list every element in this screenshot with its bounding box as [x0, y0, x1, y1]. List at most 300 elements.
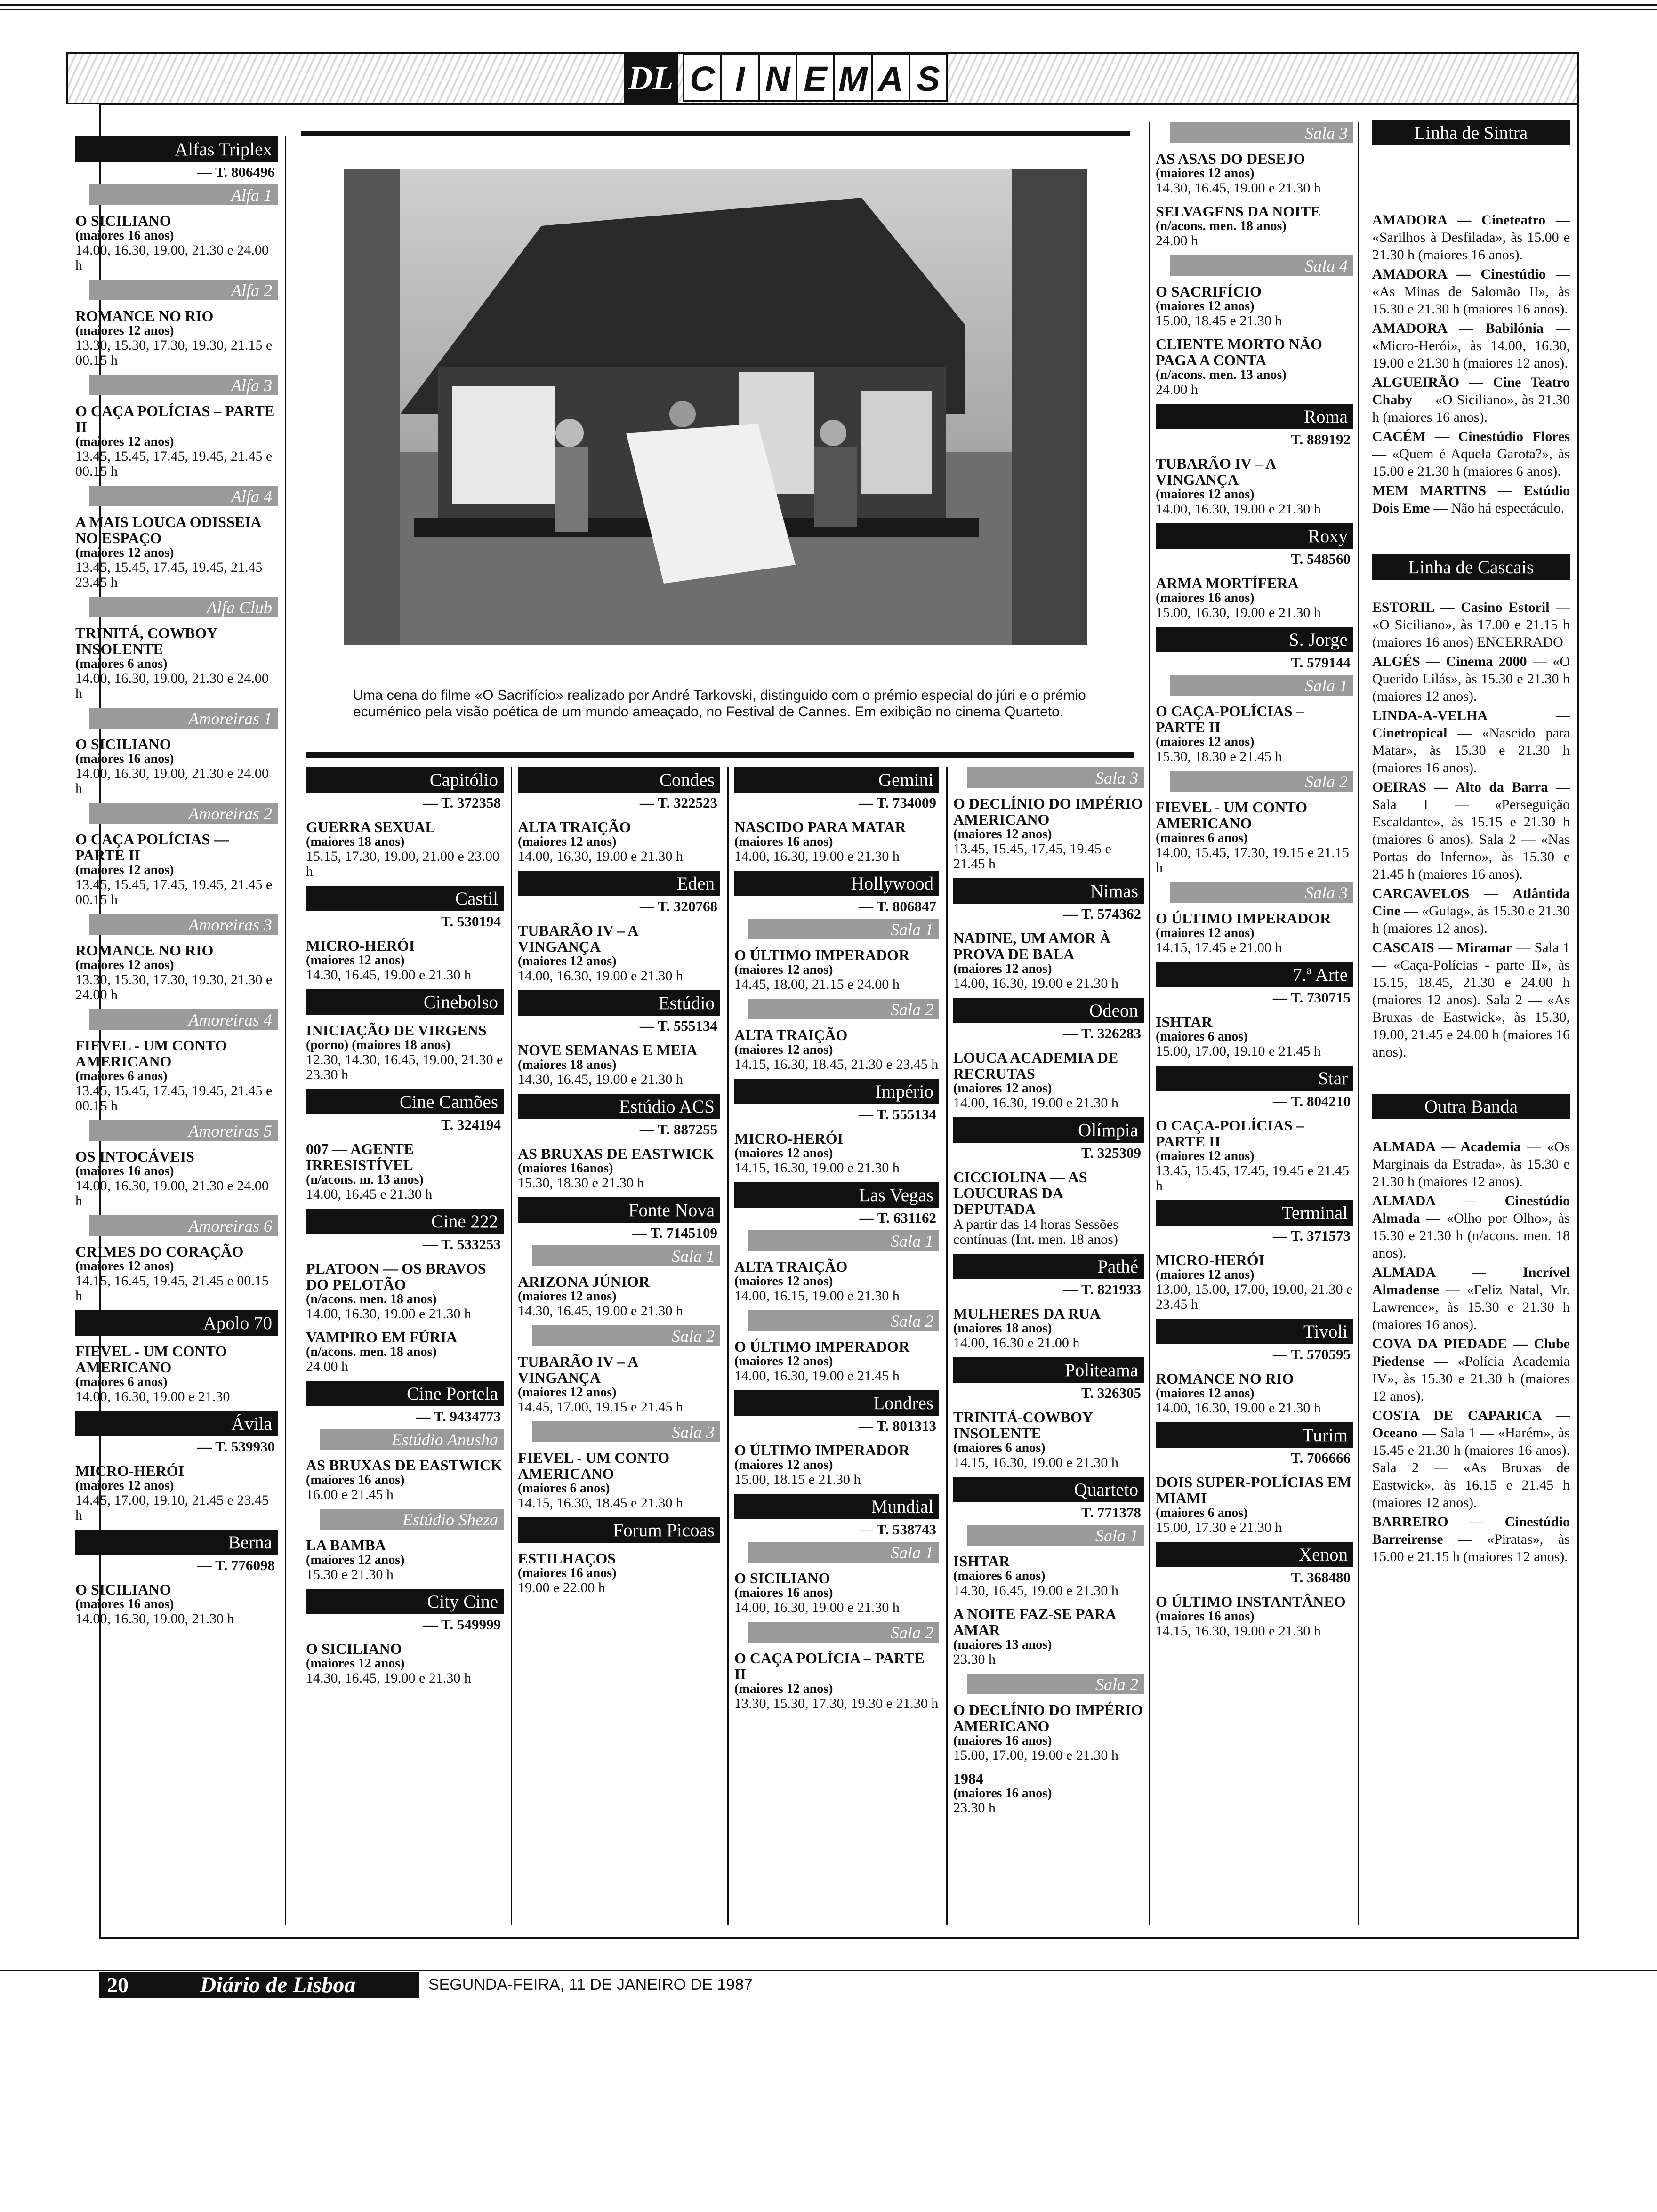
film-title: TRINITÁ, COWBOY INSOLENTE [75, 625, 217, 657]
header-letter: I [720, 53, 760, 102]
regional-listing [1372, 1138, 1570, 1190]
regional-listing [1372, 1335, 1570, 1405]
cinema-phone: — T. 734009 [858, 794, 936, 811]
regional-listing [1372, 1513, 1570, 1565]
cinema-name-bar: Fonte Nova [518, 1197, 720, 1223]
showtimes: 14.15, 16.30, 19.00 e 21.30 h [1156, 1623, 1321, 1639]
film-title: ALTA TRAIÇÃO [734, 1258, 848, 1275]
film-entry [953, 1306, 1144, 1351]
age-rating: (maiores 16 anos) [1156, 1609, 1255, 1624]
age-rating: (maiores 12 anos) [734, 1354, 833, 1369]
showtimes: 14.00, 16.30, 19.00, 21.30 e 24.00 h [75, 1178, 269, 1209]
film-title: MICRO-HERÓI [306, 937, 415, 954]
regional-listing [1372, 707, 1570, 777]
cinema-name-bar: Hollywood [734, 871, 939, 896]
col-sep-1 [285, 136, 286, 1925]
cinema-phone: T. 530194 [441, 913, 501, 930]
linha-sintra-heading: Linha de Sintra [1372, 120, 1570, 145]
screen-label: Sala 2 [1170, 771, 1353, 792]
age-rating: (maiores 12 anos) [75, 958, 174, 972]
film-title: LOUCA ACADEMIA DE RECRUTAS [953, 1049, 1118, 1082]
film-title: O DECLÍNIO DO IMPÉRIO AMERICANO [953, 1701, 1143, 1734]
film-entry [75, 1581, 278, 1627]
film-title: FIEVEL - UM CONTO AMERICANO [518, 1449, 670, 1482]
regional-listing [1372, 428, 1570, 480]
regional-venue: ALMADA — Cinestúdio Almada [1372, 1193, 1570, 1226]
film-title: NADINE, UM AMOR À PROVA DE BALA [953, 930, 1111, 962]
film-title: O SACRIFÍCIO [1156, 283, 1262, 300]
age-rating: (maiores 12 anos) [734, 962, 833, 977]
showtimes: 15.15, 17.30, 19.00, 21.00 e 23.00 h [306, 849, 499, 879]
cinema-phone: T. 771378 [1081, 1504, 1141, 1521]
film-entry [734, 1130, 939, 1176]
regional-details: — Sala 1 — «Perseguição Escaldante», às 15.15 e 21.30 h (maiores 6 anos). Sala 2 — «Nas Portas do Inferno», às 15.30 e 21.45 h (maiores 16 anos). [1372, 779, 1570, 882]
header-letter: N [758, 53, 797, 102]
film-entry [75, 514, 278, 590]
regional-venue: MEM MARTINS — Estúdio Dois Eme [1372, 483, 1570, 516]
age-rating: (maiores 12 anos) [1156, 299, 1255, 313]
regional-column [1372, 120, 1570, 1565]
film-entry [518, 1354, 720, 1415]
cinema-name-bar: Império [734, 1079, 939, 1104]
age-rating: (maiores 12 anos) [953, 962, 1052, 976]
showtimes: 14.30, 16.45, 19.00 e 21.30 h [1156, 180, 1321, 196]
film-entry [953, 1050, 1144, 1111]
col-sep-5 [1149, 122, 1150, 1925]
film-title: GUERRA SEXUAL [306, 818, 435, 835]
film-title: TUBARÃO IV – A VINGANÇA [518, 1353, 638, 1386]
cinema-phone: — T. 326283 [1063, 1025, 1141, 1042]
regional-details: — Sala 1 — «Harém», às 15.45 e 21.30 h (maiores 16 anos). Sala 2 — «As Bruxas de Eastwick», às 16.15 e 21.45 h (maiores 12 anos). [1372, 1425, 1570, 1510]
regional-venue: ALMADA — Academia [1372, 1139, 1521, 1154]
cinema-phone: T. 706666 [1291, 1450, 1351, 1466]
age-rating: (maiores 12 anos) [734, 1458, 833, 1472]
showtimes: 14.00, 16.30, 19.00 e 21.30 h [518, 849, 683, 864]
film-entry [75, 831, 278, 907]
film-title: O ÚLTIMO IMPERADOR [734, 1442, 910, 1459]
film-title: O CAÇA POLÍCIAS — PARTE II [75, 831, 229, 864]
frame-right [1577, 104, 1579, 1939]
age-rating: (maiores 16 anos) [75, 752, 174, 766]
cinema-name-bar: Xenon [1156, 1542, 1353, 1567]
showtimes: 15.00, 18.45 e 21.30 h [1156, 313, 1282, 329]
cinema-name-bar: Terminal [1156, 1200, 1353, 1226]
cinema-phone: — T. 821933 [1063, 1281, 1141, 1298]
cinema-name-bar: Quarteto [953, 1477, 1144, 1502]
showtimes: 14.00, 16.30, 19.00 e 21.30 h [734, 1600, 900, 1615]
cinema-name-bar: Berna [75, 1530, 278, 1555]
film-title: ESTILHAÇOS [518, 1550, 616, 1567]
screen-label: Sala 2 [532, 1325, 720, 1346]
showtimes: 14.00, 16.30, 19.00 e 21.30 h [306, 1306, 471, 1322]
age-rating: (maiores 12 anos) [75, 1478, 174, 1493]
age-rating: (maiores 6 anos) [75, 657, 168, 671]
cinema-name-bar: Alfas Triplex [75, 136, 278, 162]
listing-column-2 [306, 767, 504, 1692]
col-sep-4 [946, 767, 948, 1925]
regional-listing [1372, 482, 1570, 517]
screen-label: Sala 1 [1170, 675, 1353, 696]
section-title [683, 53, 946, 104]
regional-venue: AMADORA — Babilónia — [1372, 321, 1570, 336]
showtimes: 14.00, 16.30, 19.00 e 21.30 h [953, 976, 1118, 991]
outra-banda-list [1372, 1138, 1570, 1565]
film-entry [518, 1550, 720, 1595]
film-entry [75, 736, 278, 796]
showtimes: 23.30 h [953, 1651, 996, 1667]
cinema-phone: T. 579144 [1291, 654, 1351, 671]
film-entry [1156, 1594, 1353, 1639]
film-title: ROMANCE NO RIO [1156, 1370, 1294, 1387]
screen-label: Sala 1 [532, 1245, 720, 1266]
film-entry [75, 403, 278, 479]
age-rating: (maiores 6 anos) [1156, 831, 1248, 845]
showtimes: 24.00 h [1156, 382, 1198, 397]
age-rating: (maiores 16 anos) [75, 1597, 174, 1611]
cinema-phone: — T. 555134 [639, 1018, 717, 1034]
age-rating: (maiores 16 anos) [75, 1164, 174, 1178]
film-entry [953, 795, 1144, 872]
header-letter: C [683, 53, 722, 102]
screen-label: Estúdio Sheza [320, 1509, 504, 1530]
regional-venue: AMADORA — Cinestúdio [1372, 266, 1546, 282]
cinema-name-bar: Condes [518, 767, 720, 793]
regional-listing [1372, 374, 1570, 426]
film-entry [518, 819, 720, 864]
showtimes: 15.00, 16.30, 19.00 e 21.30 h [1156, 605, 1321, 620]
film-title: AS BRUXAS DE EASTWICK [518, 1145, 714, 1162]
age-rating: (maiores 16 anos) [734, 834, 833, 849]
regional-details: — «O Siciliano», às 21.30 h (maiores 16 anos). [1372, 392, 1570, 425]
film-title: MICRO-HERÓI [734, 1130, 844, 1147]
cinema-phone: — T. 631162 [859, 1210, 936, 1226]
cinema-name-bar: Estúdio ACS [518, 1094, 720, 1119]
film-entry [306, 819, 504, 879]
film-entry [306, 1260, 504, 1322]
age-rating: (maiores 6 anos) [1156, 1029, 1248, 1044]
regional-details: — Não há espectáculo. [1430, 500, 1565, 516]
age-rating: (maiores 16 anos) [306, 1473, 405, 1487]
cinema-phone: T. 326305 [1081, 1385, 1141, 1401]
age-rating: (maiores 12 anos) [75, 434, 174, 449]
film-title: LA BAMBA [306, 1537, 386, 1554]
film-title: CICCIOLINA — AS LOUCURAS DA DEPUTADA [953, 1169, 1087, 1218]
film-title: NOVE SEMANAS E MEIA [518, 1042, 698, 1058]
film-entry [734, 1027, 939, 1072]
age-rating: (maiores 18 anos) [953, 1321, 1052, 1336]
showtimes: 14.00, 16.30, 19.00, 21.30 e 24.00 h [75, 766, 269, 796]
film-entry [1156, 703, 1353, 764]
showtimes: 23.30 h [953, 1800, 996, 1816]
regional-venue: ALGÉS — Cinema 2000 [1372, 654, 1527, 669]
cinema-name-bar: Londres [734, 1390, 939, 1416]
cinema-name-bar: Ávila [75, 1411, 278, 1436]
film-title: O ÚLTIMO IMPERADOR [1156, 910, 1331, 927]
cinema-name-bar: Forum Picoas [518, 1517, 720, 1543]
age-rating: (maiores 12 anos) [306, 1656, 405, 1671]
age-rating: (maiores 16 anos) [953, 1786, 1052, 1801]
film-title: TUBARÃO IV – A VINGANÇA [518, 922, 638, 955]
film-entry [518, 922, 720, 984]
film-entry [306, 1141, 504, 1202]
showtimes: 14.15, 16.30, 18.45 e 21.30 h [518, 1495, 683, 1511]
showtimes: 14.30, 16.45, 19.00 e 21.30 h [953, 1583, 1118, 1598]
cinema-name-bar: Tivoli [1156, 1319, 1353, 1344]
screen-label: Sala 2 [748, 1622, 939, 1643]
photo-scene [344, 169, 1087, 645]
age-rating: (maiores 12 anos) [75, 323, 174, 338]
regional-details: — «Os Marginais da Estrada», às 15.30 e 21.30 h (maiores 12 anos). [1372, 1139, 1570, 1189]
photo-caption: Uma cena do filme «O Sacrifício» realizado por André Tarkovski, distinguido com o prémio especial do júri e o prémio ecuménico pela visão poética de um mundo ameaçado, no Festival de Cannes. Em exibição no cinema Quarteto. [353, 688, 1086, 720]
screen-label: Sala 1 [748, 919, 939, 939]
film-title: ROMANCE NO RIO [75, 307, 214, 324]
showtimes: 14.00, 16.30, 19.00 e 21.30 h [518, 968, 683, 984]
cinema-name-bar: Cinebolso [306, 989, 504, 1015]
film-title: ALTA TRAIÇÃO [518, 818, 631, 835]
regional-details: — «Gulag», às 15.30 e 21.30 h (maiores 12 anos). [1372, 903, 1570, 936]
age-rating: (maiores 16 anos) [1156, 591, 1255, 605]
regional-listing [1372, 653, 1570, 705]
film-entry [1156, 151, 1353, 196]
film-title: A MAIS LOUCA ODISSEIA NO ESPAÇO [75, 513, 261, 546]
cinema-phone: — T. 7145109 [632, 1225, 717, 1241]
newspaper-name: Diário de Lisboa [137, 1972, 419, 1998]
screen-label: Sala 2 [748, 999, 939, 1019]
screen-label: Alfa 3 [89, 375, 278, 395]
showtimes: A partir das 14 horas Sessões contínuas (Int. men. 18 anos) [953, 1217, 1118, 1247]
showtimes: 13.45, 15.45, 17.45, 19.45 e 21.45 h [1156, 1163, 1349, 1194]
showtimes: 14.00, 16.30, 19.00 e 21.30 h [734, 849, 900, 864]
age-rating: (maiores 6 anos) [1156, 1506, 1248, 1520]
showtimes: 15.30 e 21.30 h [306, 1567, 394, 1582]
regional-venue: BARREIRO — Cinestúdio Barreirense [1372, 1514, 1570, 1547]
film-title: 1984 [953, 1770, 983, 1787]
age-rating: (maiores 12 anos) [75, 1259, 174, 1274]
film-title: SELVAGENS DA NOITE [1156, 203, 1321, 220]
linha-cascais-heading: Linha de Cascais [1372, 554, 1570, 580]
showtimes: 13.45, 15.45, 17.45, 19.45 e 21.45 h [953, 841, 1111, 872]
showtimes: 14.00, 16.30, 19.00 e 21.30 h [1156, 1400, 1321, 1416]
film-entry [953, 1553, 1144, 1598]
regional-details: — «Nascido para Matar», às 15.30 e 21.30 h (maiores 16 anos). [1372, 725, 1570, 776]
cinema-name-bar: Nimas [953, 878, 1144, 904]
showtimes: 13.45, 15.45, 17.45, 19.45, 21.45 e 00.15 h [75, 449, 273, 479]
showtimes: 14.45, 17.00, 19.10, 21.45 e 23.45 h [75, 1492, 269, 1523]
age-rating: (n/acons. men. 13 anos) [1156, 368, 1287, 382]
film-title: ISHTAR [953, 1553, 1010, 1570]
cinema-name-bar: Pathé [953, 1254, 1144, 1279]
age-rating: (maiores 12 anos) [1156, 926, 1255, 940]
film-title: O ÚLTIMO IMPERADOR [734, 1338, 910, 1355]
cinema-phone: — T. 9434773 [416, 1408, 501, 1425]
age-rating: (porno) (maiores 18 anos) [306, 1038, 450, 1052]
screen-label: Sala 1 [748, 1230, 939, 1251]
showtimes: 14.00, 16.30, 19.00, 21.30 e 24.00 h [75, 242, 269, 273]
cinema-phone: — T. 555134 [858, 1106, 936, 1122]
photo-top-rule [301, 131, 1130, 136]
showtimes: 14.00, 16.30, 19.00 e 21.30 h [953, 1095, 1118, 1111]
film-title: ROMANCE NO RIO [75, 942, 214, 959]
age-rating: (maiores 12 anos) [306, 1553, 405, 1567]
header-letter: A [871, 53, 910, 102]
regional-venue: ALGUEIRÃO — Cine Teatro Chaby [1372, 375, 1570, 408]
film-title: O ÚLTIMO INSTANTÂNEO [1156, 1593, 1346, 1610]
cinema-phone: — T. 372358 [423, 794, 501, 811]
screen-label: Sala 2 [748, 1310, 939, 1331]
film-entry [75, 1343, 278, 1404]
age-rating: (maiores 12 anos) [1156, 1149, 1255, 1163]
film-entry [1156, 1014, 1353, 1059]
film-title: CRIMES DO CORAÇÃO [75, 1243, 244, 1260]
age-rating: (maiores 6 anos) [518, 1481, 610, 1496]
film-title: O ÚLTIMO IMPERADOR [734, 946, 910, 963]
film-entry [734, 947, 939, 992]
age-rating: (maiores 12 anos) [953, 827, 1052, 842]
age-rating: (maiores 12 anos) [734, 1042, 833, 1057]
footer-rule [0, 1970, 1657, 1971]
film-entry [1156, 575, 1353, 620]
showtimes: 14.00, 16.30, 19.00, 21.30 e 24.00 h [75, 671, 269, 701]
film-title: OS INTOCÁVEIS [75, 1148, 194, 1165]
film-entry [518, 1274, 720, 1319]
film-entry [1156, 1117, 1353, 1194]
film-entry [953, 1702, 1144, 1763]
film-entry [518, 1042, 720, 1087]
film-entry [306, 1457, 504, 1502]
film-entry [518, 1450, 720, 1511]
film-title: ISHTAR [1156, 1013, 1213, 1030]
cinema-phone: — T. 322523 [639, 794, 717, 811]
age-rating: (n/acons. men. 18 anos) [1156, 219, 1287, 233]
showtimes: 14.30, 16.45, 19.00 e 21.30 h [518, 1072, 683, 1087]
linha-cascais-list [1372, 599, 1570, 1061]
cinema-name-bar: Cine Portela [306, 1381, 504, 1406]
showtimes: 14.30, 16.45, 19.00 e 21.30 h [306, 967, 471, 983]
listing-column-1 [75, 136, 278, 1633]
film-entry [1156, 456, 1353, 517]
film-title: INICIAÇÃO DE VIRGENS [306, 1022, 487, 1039]
age-rating: (maiores 16 anos) [734, 1586, 833, 1600]
age-rating: (maiores 18 anos) [518, 1058, 617, 1072]
age-rating: (maiores 12 anos) [734, 1146, 833, 1161]
screen-label: Amoreiras 6 [89, 1215, 278, 1236]
film-entry [734, 1570, 939, 1615]
age-rating: (maiores 12 anos) [75, 545, 174, 560]
regional-listing [1372, 1264, 1570, 1333]
screen-label: Alfa 1 [89, 184, 278, 205]
cinema-name-bar: Roma [1156, 404, 1353, 429]
film-title: O CAÇA POLÍCIA – PARTE II [734, 1650, 925, 1683]
cinema-name-bar: Cine Camões [306, 1089, 504, 1114]
film-title: TUBARÃO IV – A VINGANÇA [1156, 455, 1276, 488]
cinema-phone: — T. 801313 [858, 1418, 936, 1434]
screen-label: Alfa 2 [89, 280, 278, 300]
photo [344, 169, 1087, 645]
cinema-name-bar: Roxy [1156, 523, 1353, 549]
cinema-phone: — T. 539930 [197, 1438, 275, 1455]
screen-label: Alfa 4 [89, 486, 278, 506]
frame-top [99, 104, 1579, 105]
film-title: MICRO-HERÓI [75, 1462, 185, 1479]
film-entry [75, 625, 278, 701]
age-rating: (maiores 16 anos) [75, 228, 174, 243]
film-title: O DECLÍNIO DO IMPÉRIO AMERICANO [953, 795, 1143, 828]
age-rating: (maiores 12 anos) [1156, 487, 1255, 502]
regional-listing [1372, 265, 1570, 318]
regional-venue: CACÉM — Cinestúdio Flores [1372, 429, 1570, 444]
film-entry [518, 1146, 720, 1191]
cinema-phone: — T. 887255 [639, 1121, 717, 1138]
age-rating: (maiores 12 anos) [953, 1081, 1052, 1096]
regional-details: «Micro-Herói», às 14.00, 16.30, 19.00 e 21.30 h (maiores 12 anos). [1372, 338, 1570, 371]
film-entry [75, 1243, 278, 1304]
age-rating: (n/acons. m. 13 anos) [306, 1172, 424, 1187]
film-entry [1156, 283, 1353, 329]
showtimes: 14.00, 16.30, 19.00, 21.30 h [75, 1611, 234, 1627]
showtimes: 15.30, 18.30 e 21.30 h [518, 1175, 644, 1191]
screen-label: Sala 3 [1170, 882, 1353, 903]
top-rule-2 [0, 9, 1657, 10]
linha-sintra-list [1372, 211, 1570, 517]
regional-listing [1372, 320, 1570, 372]
film-title: 007 — AGENTE IRRESISTÍVEL [306, 1140, 414, 1173]
age-rating: (maiores 12 anos) [1156, 166, 1255, 181]
film-entry [734, 819, 939, 864]
film-entry [953, 1169, 1144, 1247]
screen-label: Amoreiras 4 [89, 1009, 278, 1030]
film-entry [1156, 336, 1353, 397]
showtimes: 24.00 h [1156, 233, 1198, 248]
regional-details: — «Polícia Academia IV», às 15.30 e 21.30 h (maiores 12 anos). [1372, 1354, 1570, 1404]
regional-venue: OEIRAS — Alto da Barra [1372, 779, 1548, 795]
screen-label: Sala 1 [748, 1542, 939, 1563]
age-rating: (maiores 12 anos) [518, 1385, 617, 1400]
col-sep-2 [511, 767, 512, 1925]
showtimes: 14.15, 16.45, 19.45, 21.45 e 00.15 h [75, 1273, 269, 1304]
film-title: O SICILIANO [75, 1581, 171, 1598]
showtimes: 13.30, 15.30, 17.30, 19.30, 21.15 e 00.15 h [75, 337, 273, 368]
cinema-phone: — T. 804210 [1272, 1093, 1351, 1109]
screen-label: Sala 2 [967, 1674, 1144, 1694]
age-rating: (maiores 16 anos) [953, 1733, 1052, 1748]
cinema-phone: — T. 730715 [1272, 989, 1351, 1006]
showtimes: 14.15, 17.45 e 21.00 h [1156, 940, 1282, 955]
showtimes: 13.00, 15.00, 17.00, 19.00, 21.30 e 23.45 h [1156, 1282, 1353, 1312]
cinema-phone: — T. 570595 [1272, 1346, 1351, 1362]
cinema-name-bar: Gemini [734, 767, 939, 793]
cinema-name-bar: Star [1156, 1066, 1353, 1091]
film-entry [953, 1771, 1144, 1816]
showtimes: 14.00, 16.30, 19.00 e 21.30 h [1156, 501, 1321, 517]
screen-label: Estúdio Anusha [320, 1429, 504, 1450]
film-entry [734, 1650, 939, 1711]
screen-label: Alfa Club [89, 597, 278, 617]
cinema-name-bar: Estúdio [518, 990, 720, 1016]
film-entry [75, 942, 278, 1002]
showtimes: 14.00, 15.45, 17.30, 19.15 e 21.15 h [1156, 845, 1349, 875]
film-entry [1156, 1370, 1353, 1416]
cinema-name-bar: Eden [518, 871, 720, 896]
cinema-name-bar: Cine 222 [306, 1209, 504, 1234]
film-title: VAMPIRO EM FÚRIA [306, 1329, 458, 1346]
film-title: FIEVEL - UM CONTO AMERICANO [75, 1343, 227, 1376]
showtimes: 12.30, 14.30, 16.45, 19.00, 21.30 e 23.30 h [306, 1052, 503, 1082]
cinema-name-bar: Castil [306, 886, 504, 911]
outra-banda-heading: Outra Banda [1372, 1094, 1570, 1119]
showtimes: 15.00, 17.00, 19.00 e 21.30 h [953, 1747, 1118, 1763]
regional-details: — «Piratas», às 15.00 e 21.15 h (maiores 12 anos). [1372, 1531, 1570, 1564]
cinema-name-bar: Apolo 70 [75, 1310, 278, 1336]
